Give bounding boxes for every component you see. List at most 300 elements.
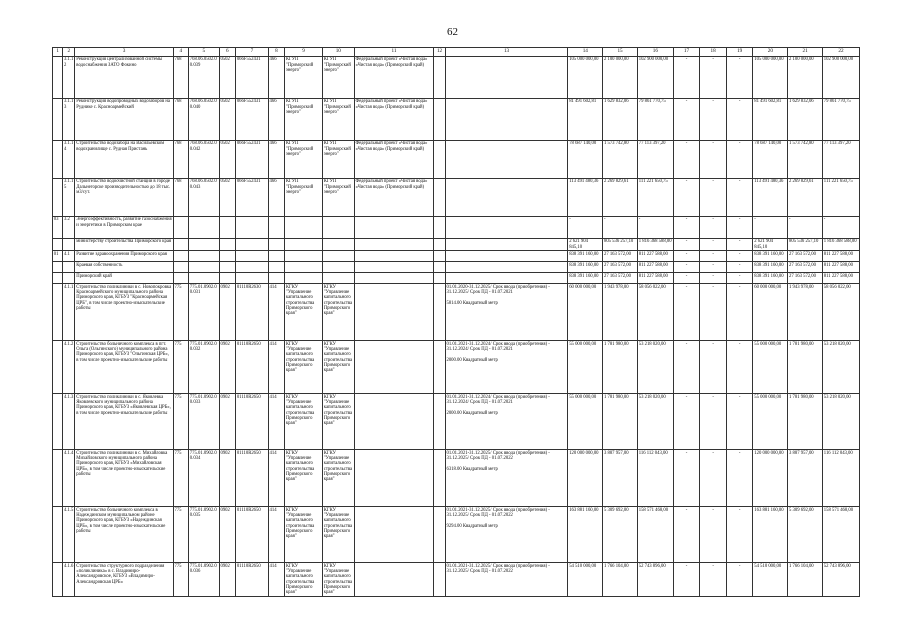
table-cell: - <box>726 284 753 341</box>
table-cell <box>189 217 220 239</box>
column-number-cell: 11 <box>354 48 434 57</box>
table-cell <box>268 273 284 284</box>
table-row <box>53 450 860 507</box>
table-cell: 116 112 043,00 <box>637 450 673 507</box>
table-cell: 466 <box>268 99 284 141</box>
table-cell: 105 000 000,00 <box>568 57 603 99</box>
table-cell: 811 227 588,00 <box>637 251 673 262</box>
table-cell: КГУП "Приморский энерго" <box>322 141 354 179</box>
table-cell: 0902 <box>219 341 235 394</box>
table-cell: 01.01.2021-31.12.2024/ Срок ввода (приобретения) - 31.12.2024/ Срок ПД - 01.07.2021 2000.00 Квадратный метр <box>445 394 568 450</box>
table-cell: КГКУ "Управление капитального строительства Приморского края" <box>322 394 354 450</box>
table-cell: 775.01.0902.00.035 <box>189 507 220 563</box>
table-cell: - <box>700 563 727 596</box>
table-cell <box>236 239 269 251</box>
table-cell: 163 881 160,00 <box>568 507 603 563</box>
table-cell <box>434 57 445 99</box>
table-cell <box>285 273 323 284</box>
table-cell: - <box>726 563 753 596</box>
column-number-cell: 17 <box>673 48 700 57</box>
table-cell <box>434 284 445 341</box>
table-row <box>53 141 860 179</box>
table-cell: 466 <box>268 179 284 217</box>
table-cell <box>434 179 445 217</box>
table-cell <box>53 179 63 217</box>
table-cell <box>219 217 235 239</box>
table-cell <box>434 141 445 179</box>
table-cell: 0502 <box>219 99 235 141</box>
table-cell: 3.1.12 <box>63 57 75 99</box>
table-cell: 1 573 742,80 <box>603 141 638 179</box>
table-cell: 81 491 602,81 <box>753 99 788 141</box>
table-cell: - <box>726 179 753 217</box>
table-cell: 01 <box>53 251 63 262</box>
table-cell: 775.01.0902.00.036 <box>189 563 220 596</box>
table-row <box>53 251 860 262</box>
table-cell: КГКУ "Управление капитального строительства Приморского края" <box>285 341 323 394</box>
table-row <box>53 179 860 217</box>
table-cell: 414 <box>268 394 284 450</box>
table-cell <box>236 251 269 262</box>
table-cell <box>445 251 568 262</box>
table-cell: - <box>726 57 753 99</box>
table-cell: - <box>673 239 700 251</box>
table-cell: - <box>700 273 727 284</box>
table-cell: 79 861 770,75 <box>637 99 673 141</box>
table-cell: 01110R2630 <box>236 284 269 341</box>
table-cell: 27 163 572,00 <box>788 262 823 273</box>
table-cell <box>53 273 63 284</box>
table-cell: Федеральный проект «Чистая вода» «Чистая вода» (Приморский край) <box>354 179 434 217</box>
table-cell <box>445 217 568 239</box>
table-cell: 27 163 572,00 <box>788 251 823 262</box>
table-cell <box>219 262 235 273</box>
table-cell: 53 218 020,00 <box>823 394 860 450</box>
table-cell: 838 391 160,00 <box>753 273 788 284</box>
table-cell: 102 900 000,00 <box>823 57 860 99</box>
table-cell: 1 943 978,00 <box>603 284 638 341</box>
table-cell: 768 <box>173 57 188 99</box>
table-cell: 768 <box>173 141 188 179</box>
table-cell: 111 221 650,75 <box>823 179 860 217</box>
table-cell: 811 227 588,00 <box>823 262 860 273</box>
table-cell: 1 781 980,00 <box>788 394 823 450</box>
table-cell: Энергоэффективность, развитие газоснабжения и энергетики в Приморском крае <box>75 217 173 239</box>
table-cell: 27 163 572,00 <box>603 262 638 273</box>
table-cell: 77 113 397,20 <box>823 141 860 179</box>
table-cell: 805 536 257,10 <box>788 239 823 251</box>
table-cell: - <box>726 450 753 507</box>
table-cell: КГУП "Приморский энерго" <box>285 57 323 99</box>
table-cell: 4.1.3 <box>63 394 75 450</box>
table-row <box>53 284 860 341</box>
table-cell <box>445 141 568 179</box>
table-cell <box>285 251 323 262</box>
table-cell <box>63 273 75 284</box>
table-cell: 0902 <box>219 450 235 507</box>
table-cell: 60 000 000,00 <box>753 284 788 341</box>
table-cell: 414 <box>268 341 284 394</box>
table-cell: 3.1.13 <box>63 99 75 141</box>
table-cell <box>268 217 284 239</box>
table-cell: Строительство больничного комплекса в пгт. Ольга (Ольгинского) муниципального района Приморского края, КГБУЗ "Ольгинская ЦРБ», в том числе проектно-изыскательские работы <box>75 341 173 394</box>
table-cell <box>354 251 434 262</box>
table-cell <box>445 239 568 251</box>
table-cell: 768 <box>173 99 188 141</box>
table-cell: 775 <box>173 341 188 394</box>
table-cell: 775 <box>173 394 188 450</box>
table-cell: 1 943 978,00 <box>788 284 823 341</box>
table-cell <box>322 273 354 284</box>
table-cell: КГКУ "Управление капитального строительства Приморского края" <box>322 563 354 596</box>
table-cell: - <box>673 141 700 179</box>
table-cell <box>173 251 188 262</box>
table-cell: Строительство поликлиники в с. Михайловка Михайловского муниципального района Приморского края, КГБУЗ «Михайловская ЦРБ», в том числе проектно-изыскательские работы <box>75 450 173 507</box>
table-cell: 1 629 832,06 <box>603 99 638 141</box>
table-cell <box>189 273 220 284</box>
table-cell: 2 100 000,00 <box>603 57 638 99</box>
table-cell <box>53 239 63 251</box>
table-cell: КГКУ "Управление капитального строительства Приморского края" <box>322 450 354 507</box>
table-cell: 53 218 020,00 <box>637 394 673 450</box>
table-cell: Краевая собственность <box>75 262 173 273</box>
table-cell: 2 269 829,61 <box>603 179 638 217</box>
table-cell: - <box>700 251 727 262</box>
table-cell <box>322 262 354 273</box>
table-cell: 58 056 022,00 <box>637 284 673 341</box>
table-cell <box>434 394 445 450</box>
table-cell: 1 629 832,06 <box>788 99 823 141</box>
column-number-row <box>53 48 860 57</box>
table-cell: 1 781 980,00 <box>603 341 638 394</box>
table-cell: - <box>673 262 700 273</box>
table-cell: 768.06.0502.00.043 <box>189 179 220 217</box>
table-cell <box>434 239 445 251</box>
table-cell: 102 900 000,00 <box>637 57 673 99</box>
table-cell: 4.1.5 <box>63 507 75 563</box>
table-cell: Федеральный проект «Чистая вода» «Чистая вода» (Приморский край) <box>354 57 434 99</box>
table-cell <box>434 563 445 596</box>
table-cell: 414 <box>268 563 284 596</box>
table-cell: 811 227 588,00 <box>823 251 860 262</box>
table-cell <box>53 99 63 141</box>
table-cell: 0902 <box>219 507 235 563</box>
table-cell: Реконструкция водопроводных водозаборов на Руднике с. Красноармейский <box>75 99 173 141</box>
table-cell: 768.06.0502.00.040 <box>189 99 220 141</box>
table-cell: 55 000 000,00 <box>753 341 788 394</box>
table-row <box>53 273 860 284</box>
table-cell: 838 391 160,00 <box>753 262 788 273</box>
table-cell: - <box>700 217 727 239</box>
table-cell <box>354 273 434 284</box>
table-cell: 0502 <box>219 179 235 217</box>
table-cell: - <box>726 262 753 273</box>
table-cell: КГУП "Приморский энерго" <box>322 57 354 99</box>
table-cell: 4.1.2 <box>63 341 75 394</box>
table-cell: - <box>726 141 753 179</box>
table-cell <box>268 239 284 251</box>
table-cell <box>219 239 235 251</box>
table-cell: 414 <box>268 284 284 341</box>
table-cell: - <box>700 99 727 141</box>
table-cell <box>445 273 568 284</box>
table-cell <box>173 262 188 273</box>
table-cell: 775 <box>173 284 188 341</box>
table-cell: - <box>726 341 753 394</box>
table-cell: 105 000 000,00 <box>753 57 788 99</box>
table-cell: - <box>673 507 700 563</box>
table-cell <box>173 217 188 239</box>
table-cell: 775.01.0902.00.033 <box>189 394 220 450</box>
column-number-cell: 9 <box>285 48 323 57</box>
table-cell <box>354 239 434 251</box>
table-cell: 2 100 000,00 <box>788 57 823 99</box>
table-cell: 52 743 896,00 <box>823 563 860 596</box>
table-cell <box>53 341 63 394</box>
table-cell: 4.1.6 <box>63 563 75 596</box>
table-cell <box>173 239 188 251</box>
table-cell: 2 269 829,61 <box>788 179 823 217</box>
column-number-cell: 1 <box>53 48 63 57</box>
table-cell <box>53 394 63 450</box>
table-cell: 116 112 043,00 <box>823 450 860 507</box>
table-cell: 4.1.1 <box>63 284 75 341</box>
table-cell <box>434 507 445 563</box>
table-cell: 768 <box>173 179 188 217</box>
table-cell: 1 816 368 588,00 <box>823 239 860 251</box>
column-number-cell: 8 <box>268 48 284 57</box>
table-cell <box>285 262 323 273</box>
table-cell: - <box>673 284 700 341</box>
table-cell: 3.2 <box>63 217 75 239</box>
table-cell: 03 <box>53 217 63 239</box>
table-cell: 838 391 160,00 <box>568 273 603 284</box>
table-cell: КГКУ "Управление капитального строительства Приморского края" <box>322 341 354 394</box>
table-cell: 466 <box>268 57 284 99</box>
table-cell <box>322 251 354 262</box>
table-cell: 466 <box>268 141 284 179</box>
column-number-cell: 15 <box>603 48 638 57</box>
table-cell: министерству строительства Приморского края <box>75 239 173 251</box>
table-cell: 0502 <box>219 57 235 99</box>
table-cell: - <box>788 217 823 239</box>
table-cell: - <box>726 394 753 450</box>
table-cell <box>219 273 235 284</box>
column-number-cell: 18 <box>700 48 727 57</box>
table-cell: - <box>673 99 700 141</box>
table-cell: 838 391 160,00 <box>568 262 603 273</box>
table-cell: - <box>726 239 753 251</box>
table-cell: 158 571 468,00 <box>637 507 673 563</box>
table-cell <box>434 341 445 394</box>
table-cell <box>354 217 434 239</box>
table-cell: 775.01.0902.00.032 <box>189 341 220 394</box>
table-cell <box>434 273 445 284</box>
table-cell: Федеральный проект «Чистая вода» «Чистая вода» (Приморский край) <box>354 141 434 179</box>
table-cell: 811 227 588,00 <box>823 273 860 284</box>
table-cell: 3.1.14 <box>63 141 75 179</box>
table-cell: 414 <box>268 507 284 563</box>
table-cell: 120 000 000,00 <box>568 450 603 507</box>
table-cell: КГКУ "Управление капитального строительства Приморского края" <box>285 450 323 507</box>
table-cell: 811 227 588,00 <box>637 273 673 284</box>
table-cell: - <box>700 284 727 341</box>
table-cell: Строительство больничного комплекса в Надеждинском муниципальном районе Приморского края, КГБУЗ «Надеждинская ЦРБ», в том числе проектно-изыскательские работы <box>75 507 173 563</box>
table-cell: - <box>726 99 753 141</box>
table-cell: 158 571 468,00 <box>823 507 860 563</box>
table-cell: 78 687 140,00 <box>753 141 788 179</box>
table-cell: 01.01.2020-31.12.2025/ Срок ввода (приобретения) - 31.12.2025/ Срок ПД - 01.07.2021 5814.00 Квадратный метр <box>445 284 568 341</box>
table-cell: - <box>700 450 727 507</box>
table-cell: 60 000 000,00 <box>568 284 603 341</box>
table-cell: Реконструкция централизованной системы водоснабжения ЗАТО Фокино <box>75 57 173 99</box>
column-number-cell: 19 <box>726 48 753 57</box>
column-number-cell: 5 <box>189 48 220 57</box>
table-cell <box>354 450 434 507</box>
table-cell: - <box>726 273 753 284</box>
table-row <box>53 217 860 239</box>
table-cell: 0902 <box>219 394 235 450</box>
table-row <box>53 99 860 141</box>
table-cell: - <box>673 273 700 284</box>
table-cell: 81 491 602,81 <box>568 99 603 141</box>
table-cell <box>445 99 568 141</box>
table-cell <box>354 284 434 341</box>
table-row <box>53 239 860 251</box>
column-number-cell: 2 <box>63 48 75 57</box>
table-cell: - <box>700 394 727 450</box>
column-number-cell: 6 <box>219 48 235 57</box>
table-cell: - <box>700 507 727 563</box>
table-cell <box>445 179 568 217</box>
table-cell: 4.1.4 <box>63 450 75 507</box>
table-cell: КГУП "Приморский энерго" <box>285 141 323 179</box>
table-cell <box>236 262 269 273</box>
table-cell: - <box>700 141 727 179</box>
table-cell: Строительство структурного подразделения «поликлиника» в с. Владимиро-Александровское, КГБУЗ «Владимиро-Александровская ЦРБ» <box>75 563 173 596</box>
table-cell <box>236 273 269 284</box>
table-row <box>53 262 860 273</box>
table-cell: - <box>726 217 753 239</box>
table-cell: - <box>700 262 727 273</box>
table-cell <box>173 273 188 284</box>
table-cell: 111 221 650,75 <box>637 179 673 217</box>
table-cell <box>189 262 220 273</box>
table-cell <box>434 99 445 141</box>
table-cell: - <box>673 450 700 507</box>
table-cell <box>434 262 445 273</box>
table-cell: КГУП "Приморский энерго" <box>285 179 323 217</box>
table-cell: 811 227 588,00 <box>637 262 673 273</box>
table-cell: - <box>823 217 860 239</box>
table-cell: 113 491 480,36 <box>568 179 603 217</box>
table-cell: Строительство поликлиники в с. Новопокровка Красноармейского муниципального района Приморского края, КГБУЗ "Красноармейская ЦРБ", в том числе проектно-изыскательские работы <box>75 284 173 341</box>
table-cell: - <box>726 251 753 262</box>
table-cell: КГКУ "Управление капитального строительства Приморского края" <box>285 394 323 450</box>
table-cell <box>53 57 63 99</box>
table-cell: - <box>673 394 700 450</box>
table-cell: - <box>673 217 700 239</box>
table-cell: 01110R2650 <box>236 341 269 394</box>
table-cell: 01.01.2021-31.12.2024/ Срок ввода (приобретения) - 31.12.2024/ Срок ПД - 01.07.2021 2000.00 Квадратный метр <box>445 341 568 394</box>
table-row <box>53 394 860 450</box>
table-cell <box>354 394 434 450</box>
table-cell: 0502 <box>219 141 235 179</box>
table-cell: 01110R2650 <box>236 507 269 563</box>
table-cell <box>434 450 445 507</box>
table-cell: - <box>753 217 788 239</box>
table-cell: - <box>726 507 753 563</box>
table-row <box>53 341 860 394</box>
table-cell: 01.01.2021-31.12.2025/ Срок ввода (приобретения) - 31.12.2025/ Срок ПД - 01.07.2022 <box>445 563 568 596</box>
table-cell: 54 510 000,00 <box>568 563 603 596</box>
column-number-cell: 16 <box>637 48 673 57</box>
table-cell <box>189 239 220 251</box>
table-cell: 768.06.0502.00.039 <box>189 57 220 99</box>
table-cell: 01.01.2021-31.12.2025/ Срок ввода (приобретения) - 31.12.2025/ Срок ПД - 01.07.2022 6318.00 Квадратный метр <box>445 450 568 507</box>
table-cell <box>354 262 434 273</box>
table-cell <box>434 251 445 262</box>
table-cell: КГКУ "Управление капитального строительства Приморского края" <box>322 507 354 563</box>
table-cell: 77 113 397,20 <box>637 141 673 179</box>
table-cell <box>53 507 63 563</box>
table-cell: 01.01.2021-31.12.2025/ Срок ввода (приобретения) - 31.12.2025/ Срок ПД - 01.07.2022 9294.00 Квадратный метр <box>445 507 568 563</box>
column-number-cell: 20 <box>753 48 788 57</box>
table-cell: 775 <box>173 450 188 507</box>
table-cell: 775 <box>173 563 188 596</box>
table-cell: КГКУ "Управление капитального строительства Приморского края" <box>322 284 354 341</box>
table-cell: 5 309 692,00 <box>788 507 823 563</box>
table-cell <box>285 239 323 251</box>
table-cell: 79 861 770,75 <box>823 99 860 141</box>
column-number-cell: 12 <box>434 48 445 57</box>
table-cell: 2 621 904 845,10 <box>568 239 603 251</box>
table-cell: 55 000 000,00 <box>753 394 788 450</box>
table-cell: 52 743 896,00 <box>637 563 673 596</box>
table-cell: 066F552431 <box>236 57 269 99</box>
table-cell <box>354 507 434 563</box>
table-cell: КГУП "Приморский энерго" <box>322 179 354 217</box>
table-cell <box>445 262 568 273</box>
table-cell: 066F552431 <box>236 141 269 179</box>
table-cell <box>285 217 323 239</box>
table-cell: 2 621 904 845,10 <box>753 239 788 251</box>
table-cell: 1 816 368 588,00 <box>637 239 673 251</box>
table-cell: 1 766 104,00 <box>788 563 823 596</box>
table-cell <box>53 563 63 596</box>
table-cell <box>53 450 63 507</box>
table-cell: 1 781 980,00 <box>788 341 823 394</box>
table-cell <box>63 239 75 251</box>
table-cell: 838 391 160,00 <box>753 251 788 262</box>
table-cell: 4.1 <box>63 251 75 262</box>
table-cell: Строительство поликлиники в с. Яковлевка Яковлевского муниципального района Приморского края, КГБУЗ «Яковлевская ЦРБ», в том числе проектно-изыскательские работы <box>75 394 173 450</box>
table-cell <box>268 262 284 273</box>
column-number-cell: 14 <box>568 48 603 57</box>
column-number-cell: 22 <box>823 48 860 57</box>
table-cell: 066F552431 <box>236 99 269 141</box>
table-cell: 775.01.0902.00.034 <box>189 450 220 507</box>
table-cell <box>322 239 354 251</box>
table-cell: Строительство водозабора на Васильевском водохранилище с. Рудная Пристань <box>75 141 173 179</box>
table-cell: 1 573 742,80 <box>788 141 823 179</box>
table-cell: 768.06.0502.00.042 <box>189 141 220 179</box>
table-cell <box>189 251 220 262</box>
table-cell: 53 218 020,00 <box>637 341 673 394</box>
table-cell: 27 163 572,00 <box>603 273 638 284</box>
table-cell <box>53 141 63 179</box>
table-cell: 53 218 020,00 <box>823 341 860 394</box>
